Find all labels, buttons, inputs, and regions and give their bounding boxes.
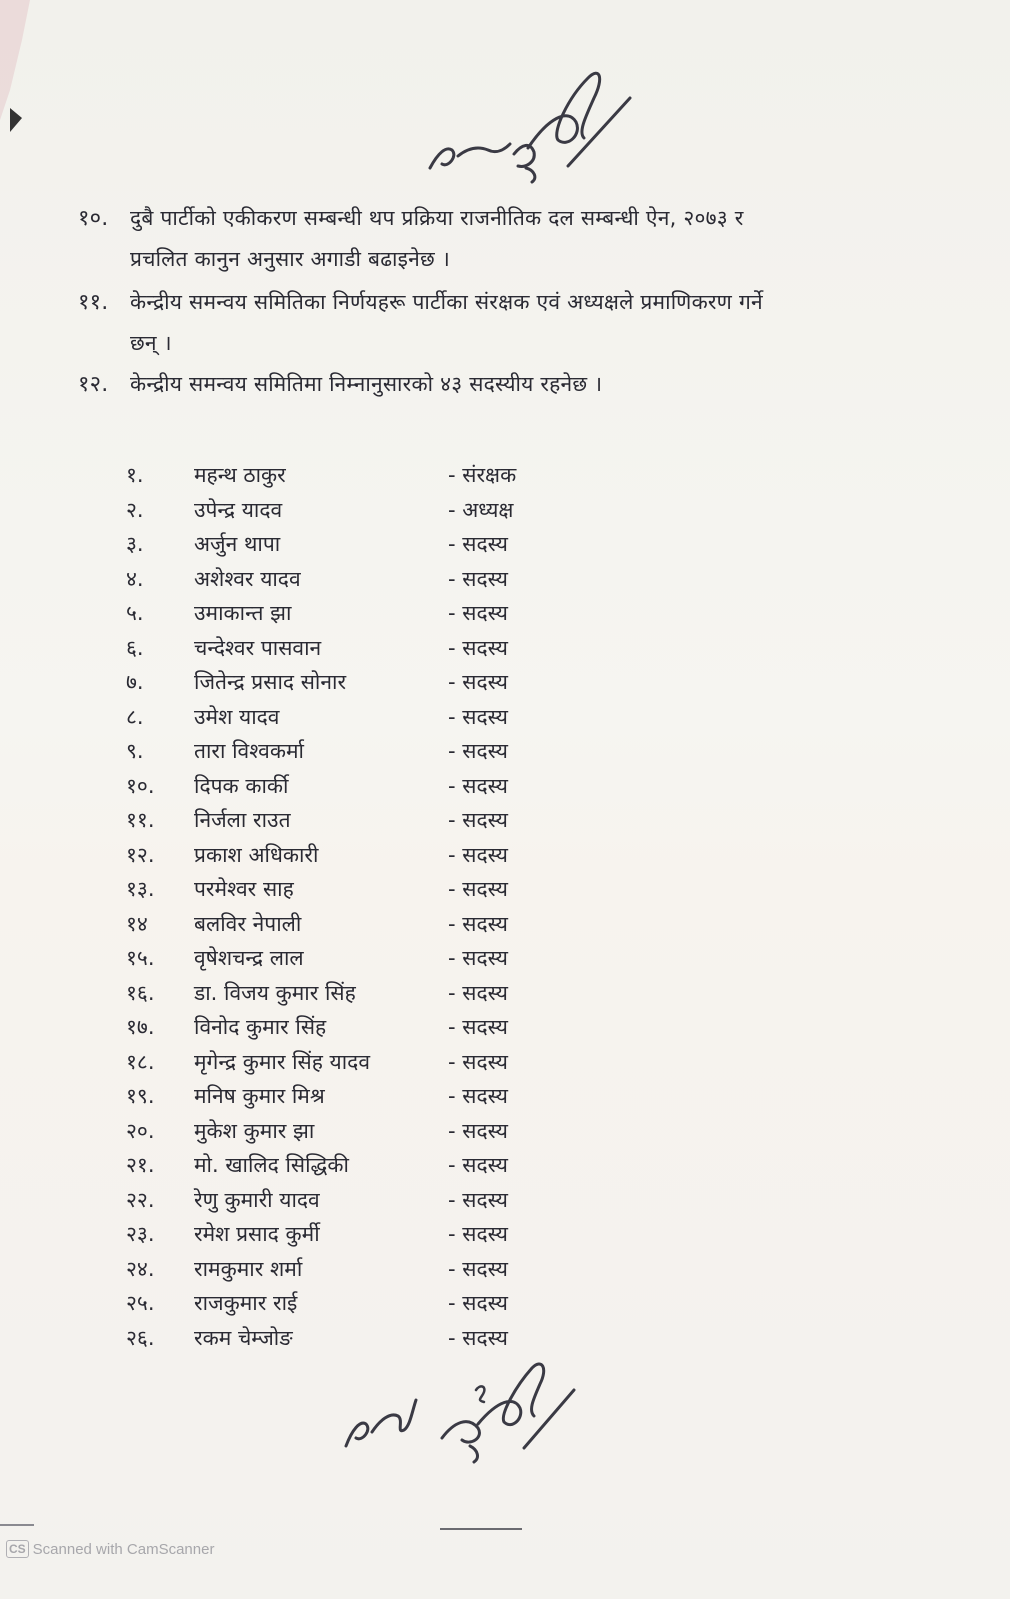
member-row <box>120 769 600 804</box>
member-serial-number: १९. <box>126 1084 155 1108</box>
member-role: - सदस्य <box>448 842 508 867</box>
member-name: अर्जुन थापा <box>194 532 281 556</box>
member-name: मृगेन्द्र कुमार सिंह यादव <box>194 1049 370 1074</box>
member-serial-number: २४. <box>126 1256 155 1281</box>
member-role: - सदस्य <box>448 980 508 1005</box>
member-role: - सदस्य <box>448 1325 508 1350</box>
scanner-watermark-text: Scanned with CamScanner <box>32 1540 215 1558</box>
member-name: वृषेशचन्द्र लाल <box>194 946 304 970</box>
member-row <box>120 527 600 562</box>
member-role: - अध्यक्ष <box>448 497 514 522</box>
member-row <box>120 596 600 631</box>
member-role: - सदस्य <box>448 877 508 901</box>
footer-divider <box>440 1528 522 1530</box>
member-row <box>120 872 600 907</box>
member-serial-number: ८. <box>126 704 144 729</box>
member-name: परमेश्वर साह <box>194 877 294 901</box>
signature-top <box>418 58 638 188</box>
member-serial-number: २६. <box>126 1325 155 1350</box>
paragraph-number: १०. <box>78 206 109 231</box>
member-serial-number: १७. <box>126 1015 155 1039</box>
member-serial-number: १. <box>126 463 144 487</box>
member-serial-number: ६. <box>126 635 144 660</box>
member-role: - सदस्य <box>448 1256 508 1281</box>
member-name: रेणु कुमारी यादव <box>194 1187 320 1212</box>
member-role: - सदस्य <box>448 1049 508 1074</box>
paragraph-text-continued: छन् । <box>130 331 172 355</box>
member-name: राजकुमार राई <box>194 1291 298 1315</box>
member-name: अशेश्वर यादव <box>194 566 301 591</box>
member-serial-number: २०. <box>126 1118 155 1143</box>
member-role: - सदस्य <box>448 1222 508 1246</box>
member-role: - सदस्य <box>448 1084 508 1108</box>
paragraph-text-continued: प्रचलित कानुन अनुसार अगाडी बढाइनेछ । <box>130 247 450 271</box>
member-row <box>120 1079 600 1114</box>
member-role: - सदस्य <box>448 1015 508 1039</box>
member-role: - सदस्य <box>448 670 508 694</box>
member-serial-number: १२. <box>126 842 155 867</box>
member-row <box>120 1114 600 1149</box>
member-role: - सदस्य <box>448 773 508 798</box>
member-row <box>120 1286 600 1321</box>
member-serial-number: १५. <box>126 946 155 970</box>
member-role: - सदस्य <box>448 1187 508 1212</box>
member-row <box>120 562 600 597</box>
member-serial-number: १३. <box>126 877 155 901</box>
member-name: दिपक कार्की <box>194 773 289 798</box>
camscanner-logo-icon: CS <box>6 1540 29 1558</box>
member-role: - सदस्य <box>448 1153 508 1177</box>
member-role: - सदस्य <box>448 911 508 936</box>
member-name: विनोद कुमार सिंह <box>194 1015 327 1039</box>
member-row <box>120 1045 600 1080</box>
member-name: उमाकान्त झा <box>194 601 292 625</box>
committee-member-list <box>120 458 600 1355</box>
member-name: जितेन्द्र प्रसाद सोनार <box>194 670 347 694</box>
member-serial-number: १८. <box>126 1049 155 1074</box>
member-name: निर्जला राउत <box>194 808 291 832</box>
member-role: - सदस्य <box>448 946 508 970</box>
member-name: रमेश प्रसाद कुर्मी <box>194 1222 320 1246</box>
member-role: - सदस्य <box>448 566 508 591</box>
paragraph-text: केन्द्रीय समन्वय समितिमा निम्नानुसारको ४३ सदस्यीय रहनेछ । <box>130 372 603 396</box>
scanner-watermark <box>6 1538 214 1560</box>
paragraph-text: केन्द्रीय समन्वय समितिका निर्णयहरू पार्टीका संरक्षक एवं अध्यक्षले प्रमाणिकरण गर्ने <box>130 290 763 314</box>
member-name: रामकुमार शर्मा <box>194 1256 303 1281</box>
member-role: - सदस्य <box>448 601 508 625</box>
member-serial-number: १४ <box>126 911 148 936</box>
member-row <box>120 493 600 528</box>
member-role: - संरक्षक <box>448 463 517 487</box>
member-name: डा. विजय कुमार सिंह <box>194 980 356 1005</box>
member-role: - सदस्य <box>448 704 508 729</box>
member-row <box>120 1148 600 1183</box>
member-serial-number: २. <box>126 497 144 522</box>
member-name: चन्देश्वर पासवान <box>194 635 322 660</box>
member-row <box>120 665 600 700</box>
member-row <box>120 976 600 1011</box>
member-role: - सदस्य <box>448 1291 508 1315</box>
member-serial-number: २५. <box>126 1291 155 1315</box>
paragraph-10 <box>78 198 898 279</box>
paragraph-11 <box>78 282 898 363</box>
member-row <box>120 941 600 976</box>
member-serial-number: ५. <box>126 601 144 625</box>
signature-bottom <box>338 1350 588 1470</box>
member-row <box>120 838 600 873</box>
member-serial-number: २२. <box>126 1187 155 1212</box>
member-row <box>120 1217 600 1252</box>
paragraph-number: ११. <box>78 290 109 315</box>
member-serial-number: ११. <box>126 808 155 832</box>
member-role: - सदस्य <box>448 532 508 556</box>
member-role: - सदस्य <box>448 808 508 832</box>
member-name: प्रकाश अधिकारी <box>194 842 319 867</box>
member-row <box>120 1183 600 1218</box>
member-row <box>120 700 600 735</box>
member-name: मनिष कुमार मिश्र <box>194 1084 325 1108</box>
member-name: बलविर नेपाली <box>194 911 302 936</box>
member-serial-number: २३. <box>126 1222 155 1246</box>
member-serial-number: ४. <box>126 566 144 591</box>
member-name: उमेश यादव <box>194 704 280 729</box>
paragraph-number: १२. <box>78 372 109 397</box>
paragraph-text: दुबै पार्टीको एकीकरण सम्बन्धी थप प्रक्रिया राजनीतिक दल सम्बन्धी ऐन, २०७३ र <box>130 206 744 230</box>
paragraph-12 <box>78 364 898 405</box>
member-serial-number: १०. <box>126 773 155 798</box>
member-row <box>120 631 600 666</box>
member-role: - सदस्य <box>448 1118 508 1143</box>
member-name: महन्थ ठाकुर <box>194 463 286 487</box>
member-serial-number: ७. <box>126 670 144 694</box>
member-row <box>120 1252 600 1287</box>
member-name: तारा विश्वकर्मा <box>194 739 304 763</box>
member-serial-number: ९. <box>126 739 144 763</box>
member-row <box>120 458 600 493</box>
member-row <box>120 734 600 769</box>
member-row <box>120 1010 600 1045</box>
member-name: मो. खालिद सिद्धिकी <box>194 1153 349 1177</box>
page-corner-fold <box>0 0 60 140</box>
member-serial-number: २१. <box>126 1153 155 1177</box>
member-role: - सदस्य <box>448 635 508 660</box>
member-name: उपेन्द्र यादव <box>194 497 283 522</box>
member-role: - सदस्य <box>448 739 508 763</box>
member-row <box>120 803 600 838</box>
left-margin-divider <box>0 1524 34 1526</box>
member-row <box>120 907 600 942</box>
member-name: रकम चेम्जोङ <box>194 1325 293 1350</box>
member-serial-number: ३. <box>126 532 144 556</box>
member-name: मुकेश कुमार झा <box>194 1118 315 1143</box>
member-serial-number: १६. <box>126 980 155 1005</box>
